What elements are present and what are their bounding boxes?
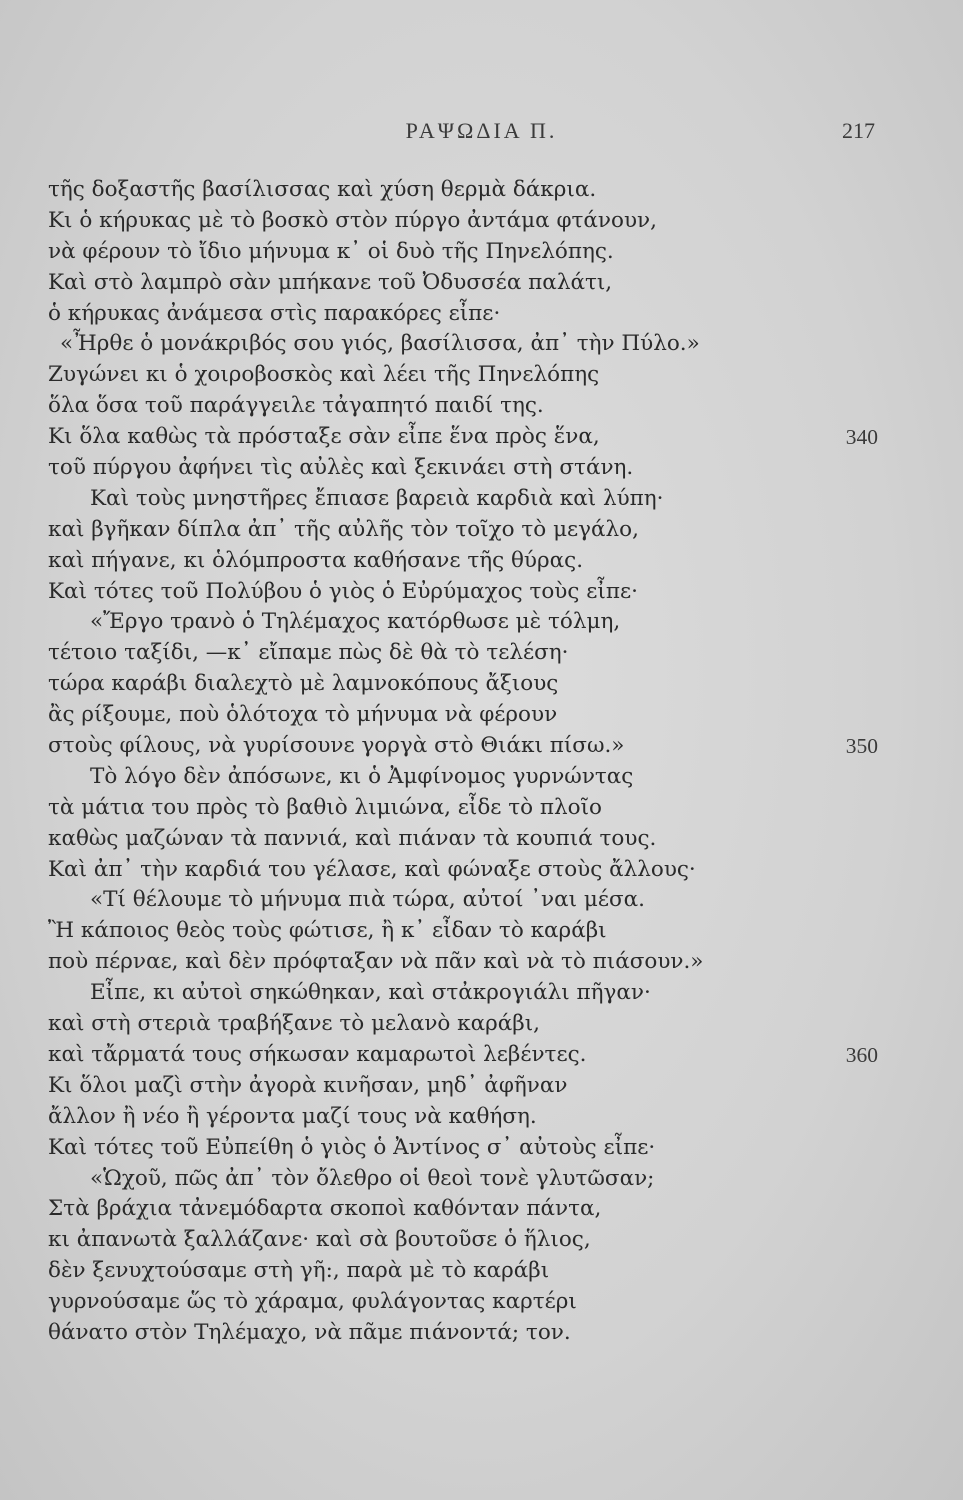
verse-line-text: Κι ὅλα καθὼς τὰ πρόσταξε σὰν εἶπε ἕνα πρὸς ἕνα, (48, 424, 600, 450)
verse-line (48, 1194, 878, 1225)
line-number: 340 (845, 425, 878, 450)
verse-line (48, 885, 878, 916)
verse-line-text: θάνατο στὸν Τηλέμαχο, νὰ πᾶμε πιάνοντά; τον. (48, 1319, 571, 1345)
verse-line-text: Ζυγώνει κι ὁ χοιροβοσκὸς καὶ λέει τῆς Πηνελόπης (48, 362, 600, 388)
verse-line (48, 546, 878, 577)
verse-line-text: ὅλα ὅσα τοῦ παράγγειλε τἀγαπητό παιδί της. (48, 393, 544, 419)
verse-line-text: Εἶπε, κι αὐτοὶ σηκώθηκαν, καὶ στἀκρογιάλι πῆγαν· (90, 980, 651, 1006)
verse-line (48, 206, 878, 237)
verse-line-text: νὰ φέρουν τὸ ἴδιο μήνυμα κ᾽ οἱ δυὸ τῆς Πηνελόπης. (48, 238, 614, 264)
verse-line-text: τῆς δοξαστῆς βασίλισσας καὶ χύση θερμὰ δάκρια. (48, 177, 597, 202)
verse-line-text: Κι ὁ κήρυκας μὲ τὸ βοσκὸ στὸν πύργο ἀντάμα φτάνουν, (48, 207, 657, 233)
page-header (0, 118, 963, 158)
verse-line (48, 329, 878, 360)
verse-line (48, 978, 878, 1009)
verse-line (48, 453, 878, 484)
verse-line (48, 762, 878, 793)
verse-line-text: ἂς ρίξουμε, ποὺ ὁλότοχα τὸ μήνυμα νὰ φέρουν (48, 702, 558, 728)
verse-line (48, 1102, 878, 1133)
verse-line (48, 700, 878, 731)
verse-line-text: ὁ κήρυκας ἀνάμεσα στὶς παρακόρες εἶπε· (48, 300, 501, 326)
verse-line-text: καὶ βγῆκαν δίπλα ἀπ᾽ τῆς αὐλῆς τὸν τοῖχο τὸ μεγάλο, (48, 516, 639, 542)
verse-line (48, 268, 878, 299)
verse-line (48, 1133, 878, 1164)
verse-line-text: Τὸ λόγο δὲν ἀπόσωνε, κι ὁ Ἀμφίνομος γυρνώντας (90, 763, 634, 789)
verse-line (48, 607, 878, 638)
verse-line-text: «Τί θέλουμε τὸ μήνυμα πιὰ τώρα, αὐτοί ᾽ναι μέσα. (90, 887, 646, 913)
verse-line (48, 824, 878, 855)
verse-line-text: Καὶ τότες τοῦ Πολύβου ὁ γιὸς ὁ Εὐρύμαχος τοὺς εἶπε· (48, 578, 638, 604)
line-number: 360 (845, 1042, 878, 1067)
verse-line (48, 1071, 878, 1102)
verse-line-text: Καὶ τοὺς μνηστῆρες ἔπιασε βαρειὰ καρδιὰ καὶ λύπη· (90, 485, 664, 511)
verse-line (48, 515, 878, 546)
verse-line (48, 731, 878, 762)
verse-line (48, 1164, 878, 1195)
verse-line (48, 916, 878, 947)
verse-line-text: δὲν ξενυχτούσαμε στὴ γῆ:, παρὰ μὲ τὸ καράβι (48, 1258, 550, 1284)
verse-line (48, 577, 878, 608)
verse-line-text: Κι ὅλοι μαζὶ στὴν ἀγορὰ κινῆσαν, μηδ᾽ ἀφῆναν (48, 1072, 568, 1098)
verse-line-text: Ἢ κάποιος θεὸς τοὺς φώτισε, ἢ κ᾽ εἶδαν τὸ καράβι (48, 918, 607, 944)
verse-line-text: Καὶ τότες τοῦ Εὐπείθη ὁ γιὸς ὁ Ἀντίνος σ᾽ αὐτοὺς εἶπε· (48, 1134, 656, 1160)
verse-line (48, 237, 878, 268)
verse-line (48, 422, 878, 453)
verse-line (48, 793, 878, 824)
verse-line (48, 175, 878, 206)
verse-line (48, 391, 878, 422)
verse-line (48, 360, 878, 391)
running-head: ΡΑΨΩΔΙΑ Π. (405, 118, 558, 143)
verse-line-text: «Ὡχοῦ, πῶς ἀπ᾽ τὸν ὄλεθρο οἱ θεοὶ τονὲ γλυτῶσαν; (90, 1165, 655, 1191)
verse-line-text: Στὰ βράχια τἀνεμόδαρτα σκοποὶ καθόνταν πάντα, (48, 1196, 602, 1222)
verse-line (48, 855, 878, 886)
verse-line-text: καὶ τἄρματά τους σήκωσαν καμαρωτοὶ λεβέντες. (48, 1041, 587, 1067)
verse-line (48, 1318, 878, 1349)
verse-line-text: καὶ στὴ στεριὰ τραβήξανε τὸ μελανὸ καράβι, (48, 1011, 540, 1037)
verse-line-text: τώρα καράβι διαλεχτὸ μὲ λαμνοκόπους ἄξιους (48, 671, 559, 697)
verse-line-text: κι ἀπανωτὰ ξαλλάζανε· καὶ σὰ βουτοῦσε ὁ ἥλιος, (48, 1227, 591, 1253)
verse-line-text: ἄλλον ἢ νέο ἢ γέροντα μαζί τους νὰ καθήση. (48, 1103, 537, 1129)
verse-line (48, 947, 878, 978)
verse-line (48, 1040, 878, 1071)
verse-text (48, 175, 878, 1349)
verse-line (48, 299, 878, 330)
verse-line (48, 669, 878, 700)
line-number: 350 (845, 734, 878, 759)
verse-line-text: «Ἦρθε ὁ μονάκριβός σου γιός, βασίλισσα, ἀπ᾽ τὴν Πύλο.» (60, 331, 700, 357)
verse-line-text: στοὺς φίλους, νὰ γυρίσουνε γοργὰ στὸ Θιάκι πίσω.» (48, 733, 625, 759)
verse-line-text: «Ἔργο τρανὸ ὁ Τηλέμαχος κατόρθωσε μὲ τόλμη, (90, 609, 621, 635)
verse-line (48, 1225, 878, 1256)
verse-line (48, 638, 878, 669)
verse-line-text: καὶ πήγανε, κι ὁλόμπροστα καθήσανε τῆς θύρας. (48, 547, 584, 573)
verse-line (48, 484, 878, 515)
verse-line-text: καθὼς μαζώναν τὰ παννιά, καὶ πιάναν τὰ κουπιά τους. (48, 825, 657, 851)
verse-line-text: ποὺ πέρναε, καὶ δὲν πρόφταξαν νὰ πᾶν καὶ νὰ τὸ πιάσουν.» (48, 949, 704, 975)
verse-line-text: Καὶ ἀπ᾽ τὴν καρδιά του γέλασε, καὶ φώναξε στοὺς ἄλλους· (48, 856, 696, 882)
verse-line-text: τέτοιο ταξίδι, —κ᾽ εἴπαμε πὼς δὲ θὰ τὸ τελέση· (48, 640, 569, 666)
verse-line-text: γυρνούσαμε ὥς τὸ χάραμα, φυλάγοντας καρτέρι (48, 1289, 577, 1315)
verse-line (48, 1287, 878, 1318)
page-number: 217 (842, 118, 875, 143)
verse-line (48, 1009, 878, 1040)
verse-line-text: Καὶ στὸ λαμπρὸ σὰν μπήκανε τοῦ Ὀδυσσέα παλάτι, (48, 269, 613, 295)
verse-line-text: τοῦ πύργου ἀφήνει τὶς αὐλὲς καὶ ξεκινάει στὴ στάνη. (48, 455, 634, 481)
verse-line (48, 1256, 878, 1287)
verse-line-text: τὰ μάτια του πρὸς τὸ βαθιὸ λιμιώνα, εἶδε τὸ πλοῖο (48, 794, 603, 820)
